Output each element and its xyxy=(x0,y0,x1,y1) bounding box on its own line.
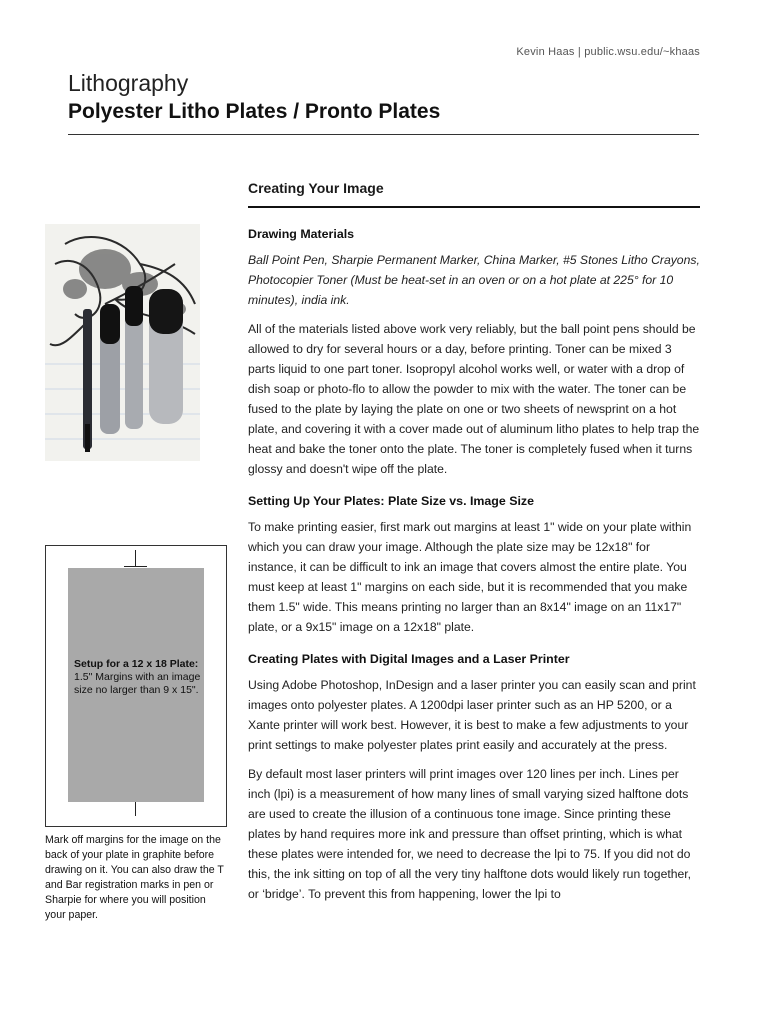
plate-label xyxy=(74,658,202,697)
section-divider xyxy=(248,206,700,208)
document-title: Lithography xyxy=(68,70,189,96)
header-divider xyxy=(68,134,699,135)
document-subtitle: Polyester Litho Plates / Pronto Plates xyxy=(68,100,441,123)
digital-body-1: Using Adobe Photoshop, InDesign and a laser printer you can easily scan and print images onto polyester plates. A 1200dpi laser printer such as an HP 5200, or a Xante printer will work best. However, it is best to make a few adjustments to your print settings to make polyester plates print easily and accurately at the press. xyxy=(248,678,696,752)
diagram-caption: Mark off margins for the image on the back of your plate in graphite before drawing on it. You can also draw the T and Bar registration marks in pen or Sharpie for where you will position your paper. xyxy=(45,834,224,921)
drawing-materials-body: All of the materials listed above work very reliably, but the ball point pens should be allowed to dry for several hours or a day, before printing. Toner can be mixed 3 parts liquid to one part toner. Isopropyl alcohol works well, or water with a drop of dish soap or photo-flo to allow the powder to mix with the water. The toner can be fused to the plate by laying the plate on one or two sheets of newsprint on a hot plate, and covering it with a cover made out of aluminum litho plates to help trap the heat and bake the toner onto the plate. The toner is completely fused when it turns glossy and doesn't wipe off the plate. xyxy=(248,322,700,476)
t-registration-bar xyxy=(124,566,147,567)
author-credit: Kevin Haas | public.wsu.edu/~khaas xyxy=(516,46,700,58)
digital-section xyxy=(248,649,700,904)
drawing-materials-list: Ball Point Pen, Sharpie Permanent Marker, China Marker, #5 Stones Litho Crayons, Photocopier Toner (Must be heat-set in an oven or on a hot plate at 225° for 10 minutes), india ink. xyxy=(248,253,700,307)
markers-photo xyxy=(45,224,200,461)
drawing-materials-section xyxy=(248,224,700,479)
markers-illustration xyxy=(45,224,200,461)
plate-diagram xyxy=(45,545,227,827)
bar-registration-mark xyxy=(135,802,136,816)
plate-label-title: Setup for a 12 x 18 Plate: xyxy=(74,658,199,670)
section-title: Creating Your Image xyxy=(248,180,384,196)
setting-up-body: To make printing easier, first mark out margins at least 1" wide on your plate within which you can draw your image. Although the plate size may be 12x18" for instance, it can be difficult to ink an image that covers almost the entire plate. You must keep at least 1" margins on each side, but it is recommended that you make them 1.5" wide. This means printing no larger than an 8x14" image on an 11x17" plate, or a 9x15" image on a 12x18" plate. xyxy=(248,520,692,634)
digital-heading: Creating Plates with Digital Images and a Laser Printer xyxy=(248,652,570,666)
drawing-materials-heading: Drawing Materials xyxy=(248,227,355,241)
main-content xyxy=(248,224,700,916)
image-area xyxy=(68,568,204,802)
t-registration-mark xyxy=(135,550,136,566)
setting-up-heading: Setting Up Your Plates: Plate Size vs. Image Size xyxy=(248,494,534,508)
plate-label-text: 1.5" Margins with an image size no larger than 9 x 15". xyxy=(74,671,201,696)
setting-up-section xyxy=(248,491,700,637)
digital-body-2: By default most laser printers will print images over 120 lines per inch. Lines per inch (lpi) is a measurement of how many lines of small varying sized halftone dots are used to create the illusion of a continuous tone image. Since printing these plates by hand requires more ink and pressure than offset printing, which is what these plates were intended for, we need to decrease the lpi to 75. If you did not do this, the ink sitting on top of all the very tiny halftone dots would likely run together, or ‘bridge’. To prevent this from happening, lower the lpi to xyxy=(248,767,692,901)
